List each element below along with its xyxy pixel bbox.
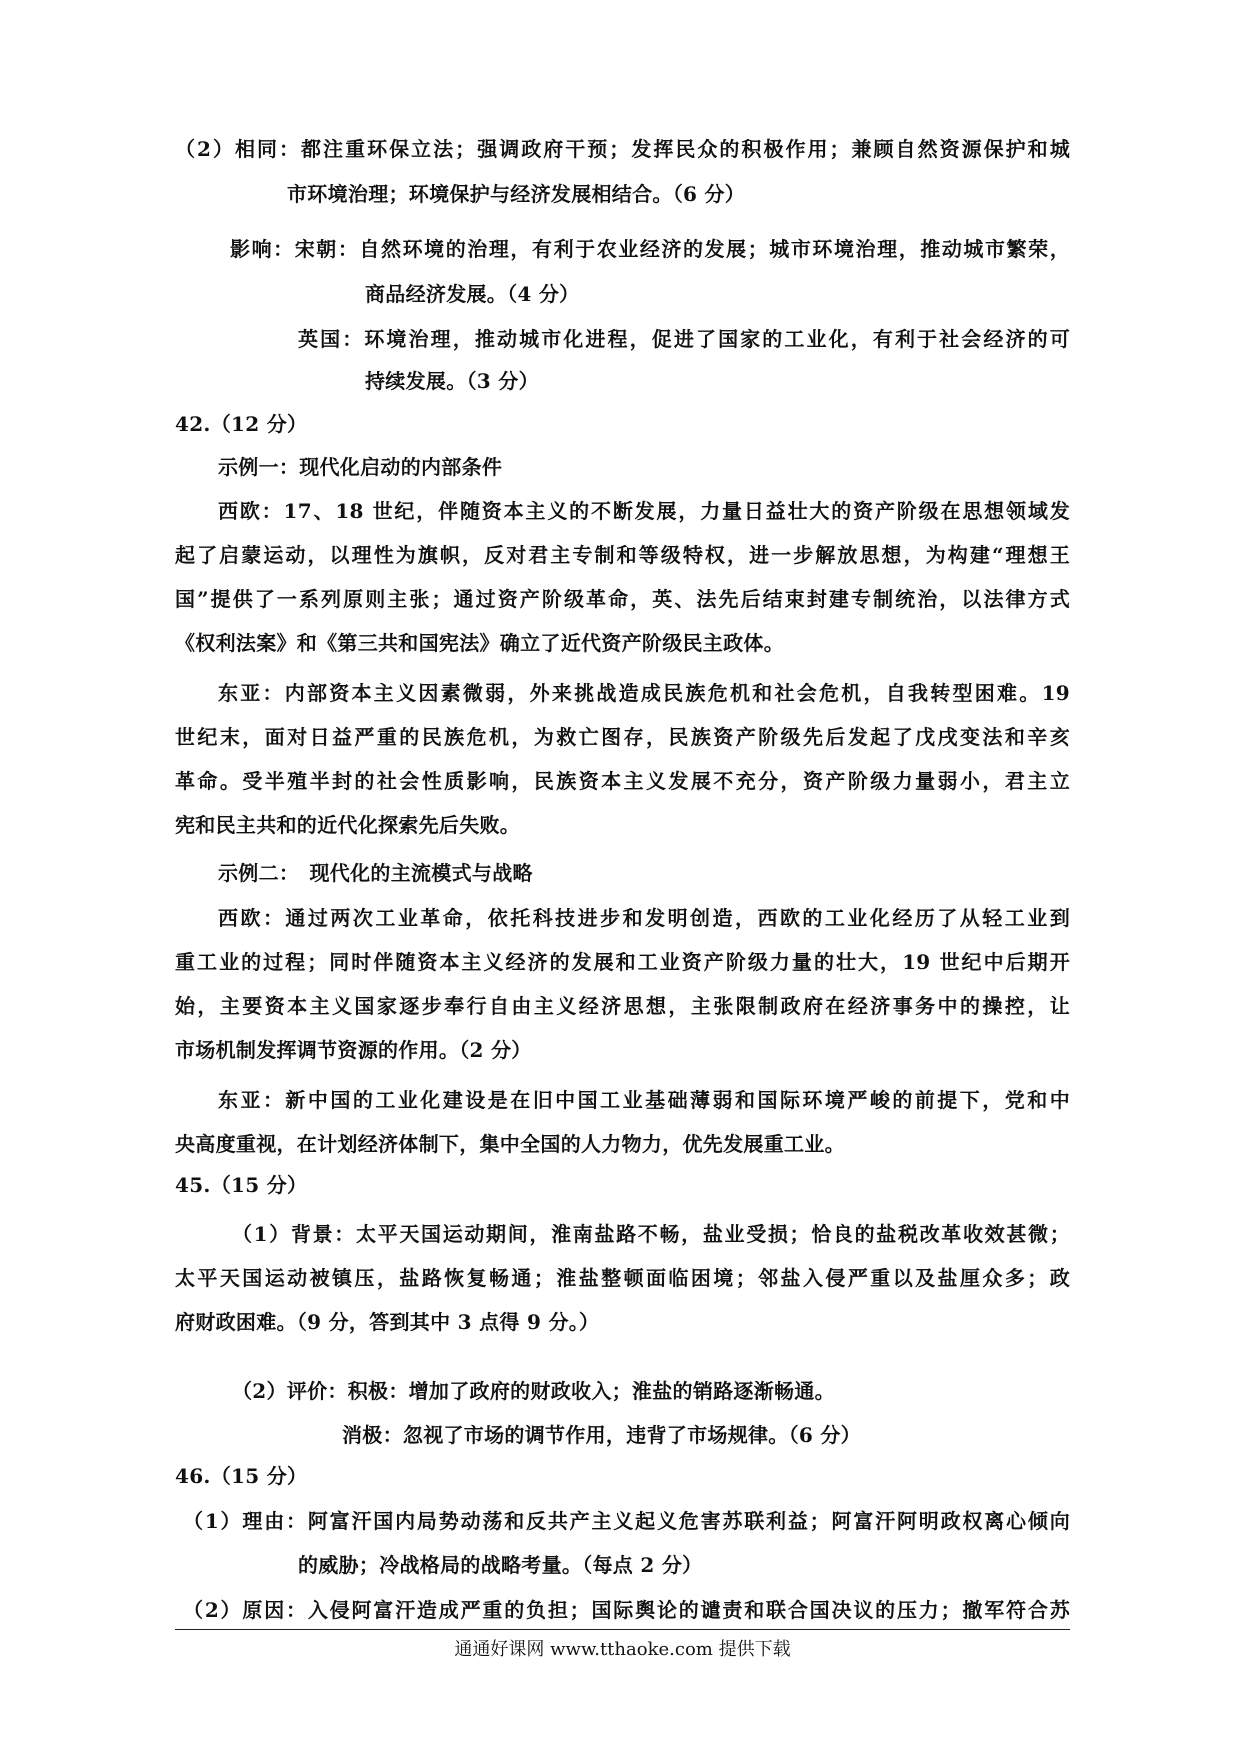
q42-example1-west-line-3: 国”提供了一系列原则主张；通过资产阶级革命，英、法先后结束封建专制统治，以法律方式 — [175, 587, 1070, 611]
q42-heading: 42.（12 分） — [175, 412, 308, 436]
q45-part2-positive: （2）评价：积极：增加了政府的财政收入；淮盐的销路逐渐畅通。 — [232, 1379, 835, 1403]
q42-example2-west-line-1: 西欧：通过两次工业革命，依托科技进步和发明创造，西欧的工业化经历了从轻工业到 — [218, 906, 1070, 930]
q41-impact-song-line-1: 影响：宋朝：自然环境的治理，有利于农业经济的发展；城市环境治理，推动城市繁荣， — [230, 237, 1070, 261]
footer-source: 通通好课网 www.tthaoke.com 提供下载 — [454, 1639, 791, 1660]
q42-example1-east-line-2: 世纪末，面对日益严重的民族危机，为救亡图存，民族资产阶级先后发起了戊戌变法和辛亥 — [175, 725, 1070, 749]
q42-example1-title: 示例一：现代化启动的内部条件 — [218, 455, 503, 479]
q41-similar-line-1: （2）相同：都注重环保立法；强调政府干预；发挥民众的积极作用；兼顾自然资源保护和城 — [175, 137, 1070, 161]
q42-example2-west-line-2: 重工业的过程；同时伴随资本主义经济的发展和工业资产阶级力量的壮大，19 世纪中后期开 — [175, 950, 1070, 974]
q42-example1-east-line-3: 革命。受半殖半封的社会性质影响，民族资本主义发展不充分，资产阶级力量弱小，君主立 — [175, 769, 1070, 793]
q42-example2-east-line-1: 东亚：新中国的工业化建设是在旧中国工业基础薄弱和国际环境严峻的前提下，党和中 — [218, 1088, 1070, 1112]
q41-impact-uk-line-2: 持续发展。（3 分） — [365, 369, 539, 393]
q41-similar-line-2: 市环境治理；环境保护与经济发展相结合。（6 分） — [287, 182, 746, 206]
q41-impact-song-line-2: 商品经济发展。（4 分） — [365, 282, 580, 306]
q42-example2-east-line-2: 央高度重视，在计划经济体制下，集中全国的人力物力，优先发展重工业。 — [175, 1132, 845, 1156]
q46-part1-line-1: （1）理由：阿富汗国内局势动荡和反共产主义起义危害苏联利益；阿富汗阿明政权离心倾向 — [183, 1509, 1070, 1533]
q45-part1-line-1: （1）背景：太平天国运动期间，淮南盐路不畅，盐业受损；恰良的盐税改革收效甚微； — [232, 1222, 1070, 1246]
q45-part1-line-2: 太平天国运动被镇压，盐路恢复畅通；淮盐整顿面临困境；邻盐入侵严重以及盐厘众多；政 — [175, 1266, 1070, 1290]
q46-part2-line-1: （2）原因：入侵阿富汗造成严重的负担；国际舆论的谴责和联合国决议的压力；撤军符合苏 — [183, 1598, 1070, 1622]
q42-example1-west-line-2: 起了启蒙运动，以理性为旗帜，反对君主专制和等级特权，进一步解放思想，为构建“理想王 — [175, 543, 1070, 567]
q42-example2-west-line-3: 始，主要资本主义国家逐步奉行自由主义经济思想，主张限制政府在经济事务中的操控，让 — [175, 994, 1070, 1018]
q42-example1-east-line-1: 东亚：内部资本主义因素微弱，外来挑战造成民族危机和社会危机，自我转型困难。19 — [218, 681, 1070, 705]
q46-part1-line-2: 的威胁；冷战格局的战略考量。（每点 2 分） — [298, 1553, 703, 1577]
q41-impact-uk-line-1: 英国：环境治理，推动城市化进程，促进了国家的工业化，有利于社会经济的可 — [298, 327, 1070, 351]
q42-example2-west-line-4: 市场机制发挥调节资源的作用。（2 分） — [175, 1038, 532, 1062]
q42-example1-west-line-4: 《权利法案》和《第三共和国宪法》确立了近代资产阶级民主政体。 — [175, 631, 784, 655]
q42-example1-east-line-4: 宪和民主共和的近代化探索先后失败。 — [175, 813, 521, 837]
footer-divider — [175, 1629, 1070, 1630]
q42-example1-west-line-1: 西欧：17、18 世纪，伴随资本主义的不断发展，力量日益壮大的资产阶级在思想领域发 — [218, 499, 1070, 523]
q45-part1-line-3: 府财政困难。（9 分，答到其中 3 点得 9 分。） — [175, 1310, 600, 1334]
q46-heading: 46.（15 分） — [175, 1464, 308, 1488]
q42-example2-title: 示例二： 现代化的主流模式与战略 — [218, 861, 533, 885]
q45-heading: 45.（15 分） — [175, 1173, 308, 1197]
q45-part2-negative: 消极：忽视了市场的调节作用，违背了市场规律。（6 分） — [342, 1423, 861, 1447]
